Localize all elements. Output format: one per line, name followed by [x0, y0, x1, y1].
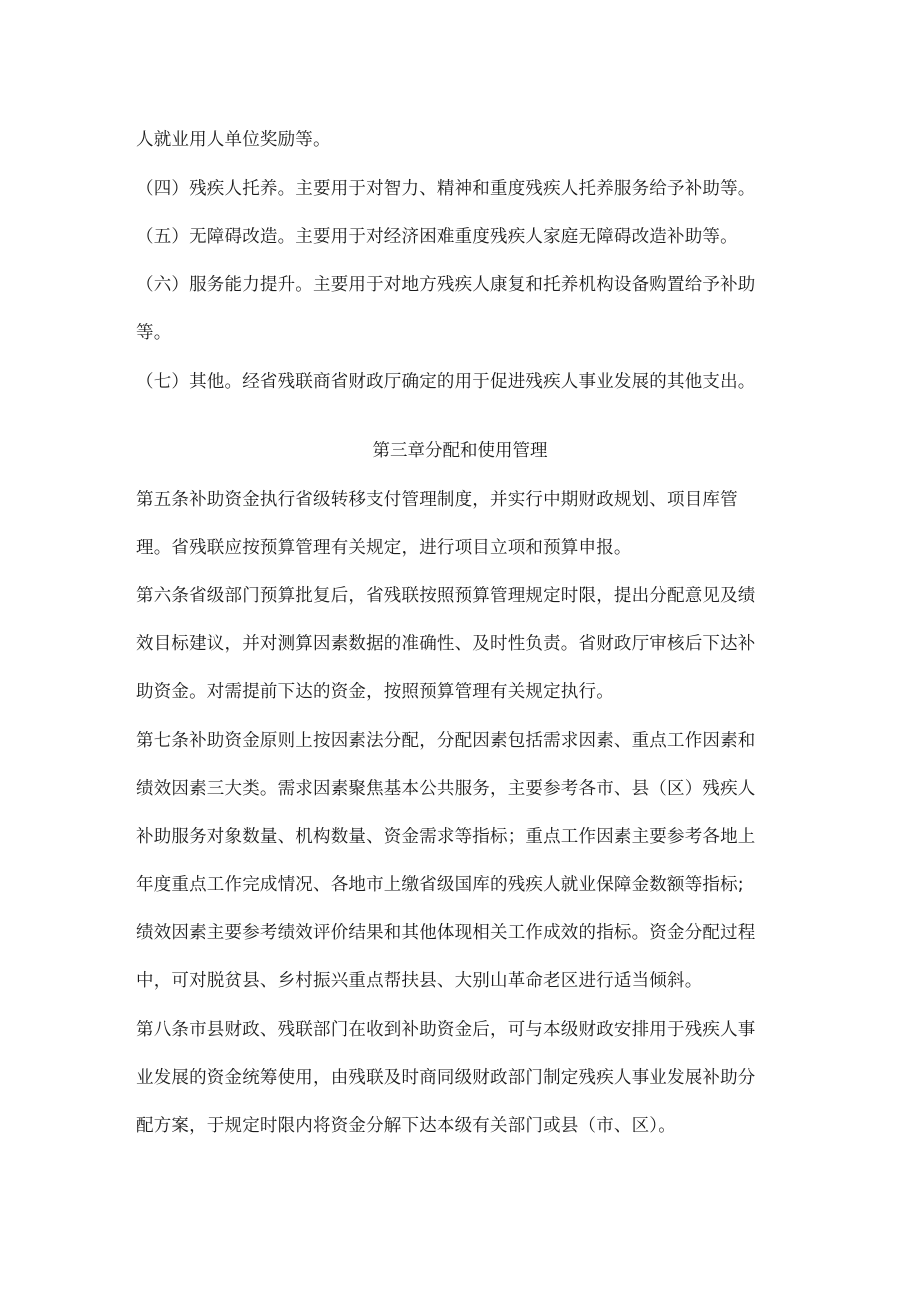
article-line-9: 年度重点工作完成情况、各地市上缴省级国库的残疾人就业保障金数额等指标;: [136, 875, 744, 895]
article-line-4: 效目标建议，并对测算因素数据的准确性、及时性负责。省财政厅审核后下达补: [136, 634, 756, 654]
text-line-6: （七）其他。经省残联商省财政厅确定的用于促进残疾人事业发展的其他支出。: [136, 372, 756, 392]
article-line-6: 第七条补助资金原则上按因素法分配，分配因素包括需求因素、重点工作因素和: [136, 731, 756, 751]
article-line-13: 业发展的资金统筹使用，由残联及时商同级财政部门制定残疾人事业发展补助分: [136, 1068, 756, 1088]
article-line-12: 第八条市县财政、残联部门在收到补助资金后，可与本级财政安排用于残疾人事: [136, 1020, 756, 1040]
article-line-3: 第六条省级部门预算批复后，省残联按照预算管理规定时限，提出分配意见及绩: [136, 586, 756, 606]
text-line-1: 人就业用人单位奖励等。: [136, 130, 331, 150]
article-line-5: 助资金。对需提前下达的资金，按照预算管理有关规定执行。: [136, 682, 614, 702]
article-line-8: 补助服务对象数量、机构数量、资金需求等指标；重点工作因素主要参考各地上: [136, 827, 756, 847]
text-line-2: （四）残疾人托养。主要用于对智力、精神和重度残疾人托养服务给予补助等。: [136, 179, 756, 199]
article-line-2: 理。省残联应按预算管理有关规定，进行项目立项和预算申报。: [136, 538, 632, 558]
article-line-11: 中，可对脱贫县、乡村振兴重点帮扶县、大别山革命老区进行适当倾斜。: [136, 971, 703, 991]
text-line-5: 等。: [136, 323, 172, 343]
article-line-7: 绩效因素三大类。需求因素聚焦基本公共服务，主要参考各市、县（区）残疾人: [136, 779, 756, 799]
chapter-heading: 第三章分配和使用管理: [372, 441, 548, 461]
text-line-4: （六）服务能力提升。主要用于对地方残疾人康复和托养机构设备购置给予补助: [136, 275, 756, 295]
article-line-10: 绩效因素主要参考绩效评价结果和其他体现相关工作成效的指标。资金分配过程: [136, 923, 756, 943]
article-line-14: 配方案，于规定时限内将资金分解下达本级有关部门或县（市、区）。: [136, 1116, 676, 1136]
text-line-3: （五）无障碍改造。主要用于对经济困难重度残疾人家庭无障碍改造补助等。: [136, 227, 738, 247]
article-line-1: 第五条补助资金执行省级转移支付管理制度，并实行中期财政规划、项目库管: [136, 490, 738, 510]
